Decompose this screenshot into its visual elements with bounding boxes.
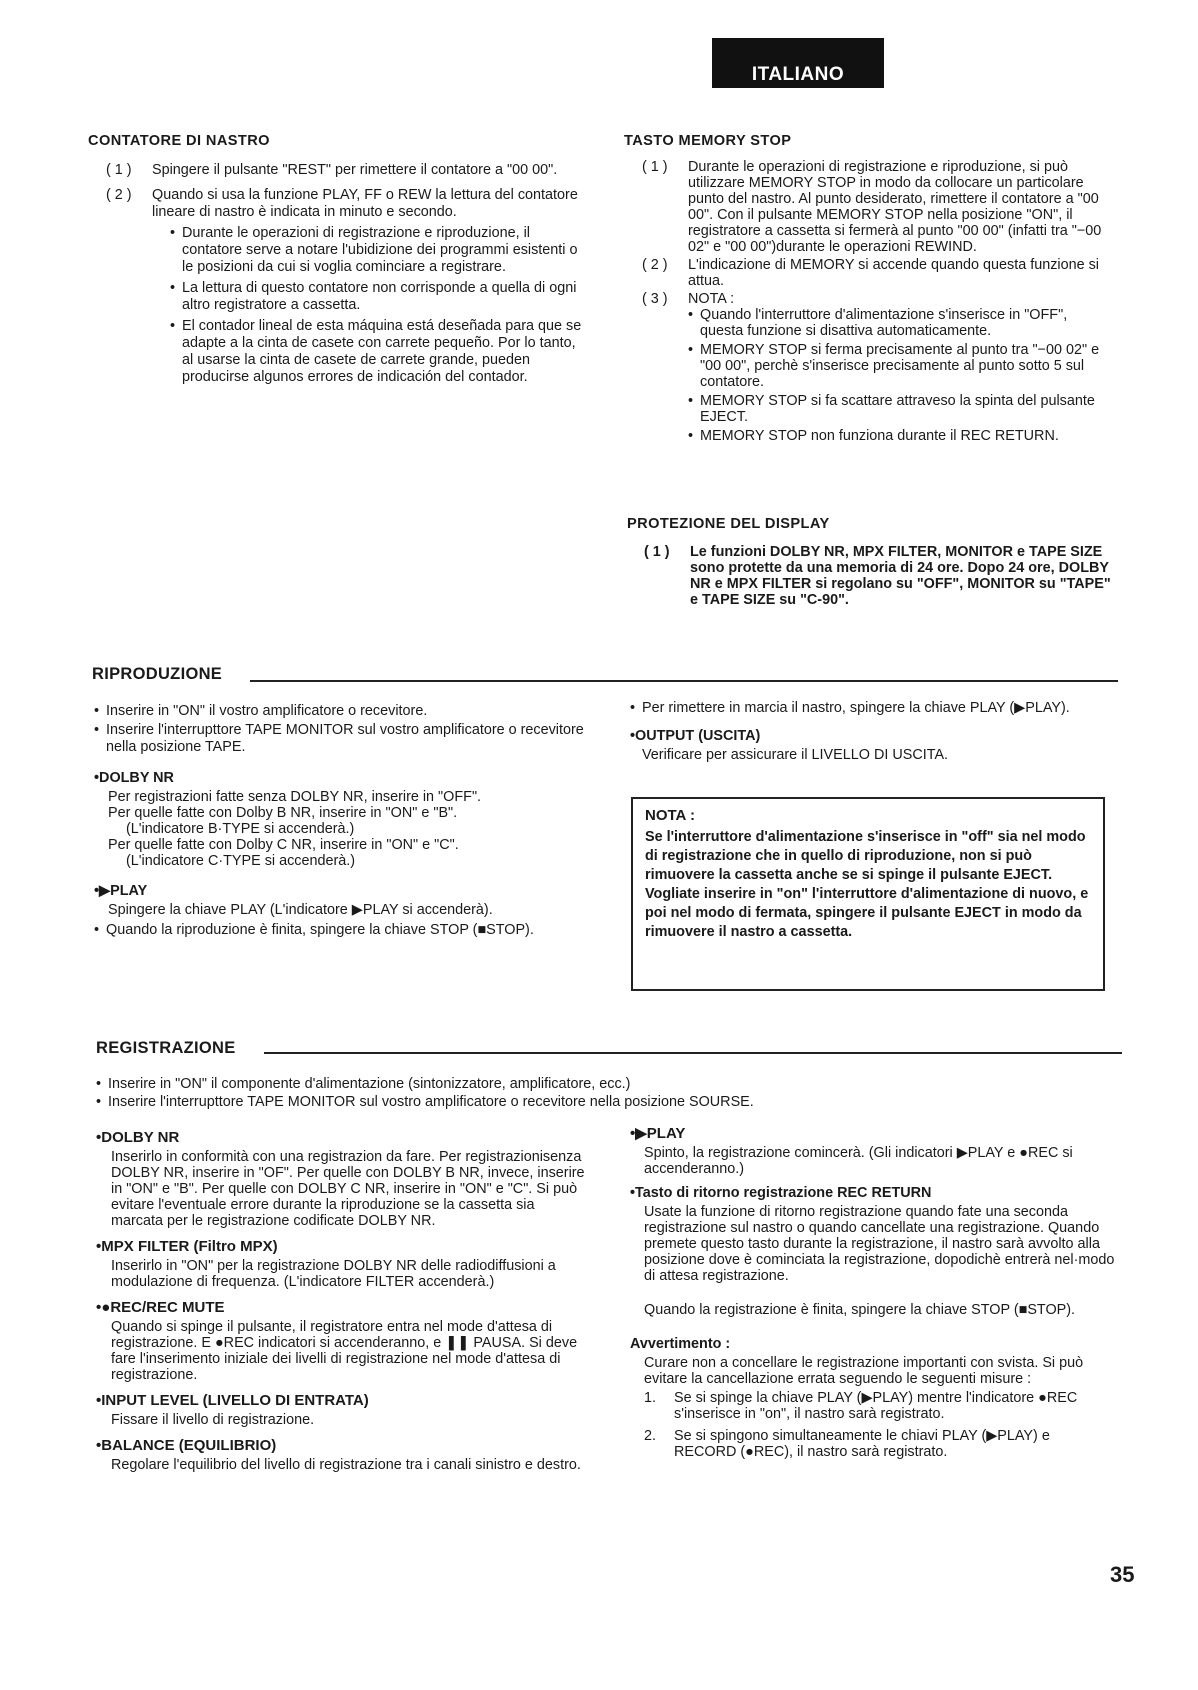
dolby-title-text: DOLBY NR [101, 1129, 180, 1146]
dolby-title: •DOLBY NR [94, 770, 174, 786]
contatore-title: CONTATORE DI NASTRO [88, 133, 270, 149]
item-number: ( 3 ) [642, 291, 668, 307]
warning-title: Avvertimento : [630, 1336, 731, 1352]
bullet-text: Quando la riproduzione è finita, spingere la chiave STOP (■STOP). [106, 922, 534, 938]
bullet-item: • El contador lineal de esta máquina está deseñada para que se adapte a la cinta de casete con carrete pequeño. Por lo tanto, al usarse la cinta de casete de carrete grande, pueden producirse algunos errores de indicación del contador. [170, 318, 584, 386]
memory-stop-title: TASTO MEMORY STOP [624, 133, 792, 149]
bullet-text: Inserire in "ON" il componente d'alimentazione (sintonizzatore, amplificatore, ecc.) [108, 1076, 631, 1092]
balance-text: Regolare l'equilibrio del livello di registrazione tra i canali sinistro e destro. [111, 1457, 581, 1473]
rec-return-title-text: Tasto di ritorno registrazione REC RETURN [635, 1185, 932, 1201]
rec-return-text: Usate la funzione di ritorno registrazione quando fate una seconda registrazione sul nastro o quando cancellate una registrazione. Quando premete questo tasto durante la registrazione, il nastro sarà avvolto alla posizione dove è cominciata la registrazione, dopodichè entrerà nel·modo di attesa registrazione. [644, 1204, 1115, 1284]
output-text: Verificare per assicurare il LIVELLO DI USCITA. [642, 747, 949, 763]
balance-title: •BALANCE (EQUILIBRIO) [96, 1437, 277, 1454]
dolby-title-text: DOLBY NR [99, 770, 174, 786]
item-number: ( 1 ) [106, 162, 132, 178]
language-tab [712, 38, 884, 88]
bullet-text: Durante le operazioni di registrazione e riproduzione, il contatore serve a notare l'ubidizione dei programmi esistenti o le posizioni da cui si voglia cominciare a registrare. [182, 225, 578, 275]
bullet-item: • Inserire in "ON" il componente d'alimentazione (sintonizzatore, amplificatore, ecc.) [96, 1075, 1116, 1093]
stop-text: Quando la registrazione è finita, spingere la chiave STOP (■STOP). [644, 1302, 1076, 1318]
play-title-text: ▶PLAY [635, 1125, 686, 1142]
item-text: Durante le operazioni di registrazione e riproduzione, si può utilizzare MEMORY STOP in modo da collocare un particolare punto del nastro. Al punto desiderato, rimettere il contatore a "00 00". Con il pulsante MEMORY STOP nella posizione "ON", il registratore a cassetta si fermerà al punto "00 00" (infatti tra "−00 02" e "00 00")durante le operazioni REWIND. [688, 159, 1102, 255]
list-item [642, 257, 1114, 289]
riproduzione-right [630, 700, 1114, 764]
item-text: L'indicazione di MEMORY si accende quando questa funzione si attua. [688, 257, 1100, 289]
play-text: Spingere la chiave PLAY (L'indicatore ▶PLAY si accenderà). [108, 902, 493, 918]
input-level-text: Fissare il livello di registrazione. [111, 1412, 315, 1428]
play-title-text: ▶PLAY [99, 883, 148, 899]
bullet-item: • Durante le operazioni di registrazione e riproduzione, il contatore serve a notare l'ubidizione dei programmi esistenti o le posizioni da cui si voglia cominciare a registrare. [170, 225, 584, 276]
page-number: 35 [1110, 1562, 1135, 1587]
bullet-text: MEMORY STOP si fa scattare attraveso la spinta del pulsante EJECT. [700, 393, 1095, 425]
rec-title-text: ●REC/REC MUTE [101, 1299, 225, 1316]
dolby-line: (L'indicatore B·TYPE si accenderà.) [126, 821, 355, 837]
mpx-title: •MPX FILTER (Filtro MPX) [96, 1238, 278, 1255]
item-number: ( 2 ) [642, 257, 668, 273]
dolby-text: Inserirlo in conformità con una registrazion da fare. Per registrazionisenza DOLBY NR, inserire in "OF". Per quelle con DOLBY B NR, invece, inserire in "ON" e "B". Per quelle con DOLBY C NR, inserire in "ON" e "C". Si può evitare l'eventuale errore durante la riproduzione se la cassetta sia marcata per le registrazione codificate DOLBY NR. [111, 1149, 585, 1229]
bullet-text: MEMORY STOP non funziona durante il REC RETURN. [700, 428, 1059, 444]
play-title: •▶PLAY [630, 1125, 686, 1142]
protezione-section [627, 516, 1114, 612]
list-item [642, 159, 1114, 255]
item-text: Se si spingono simultaneamente le chiavi PLAY (▶PLAY) e RECORD (●REC), il nastro sarà registrato. [674, 1428, 1050, 1460]
item-text: Spingere il pulsante "REST" per rimettere il contatore a "00 00". [152, 162, 558, 178]
bullet-item: • La lettura di questo contatore non corrisponde a quella di ogni altro registratore a cassetta. [170, 280, 584, 314]
item-number: 1. [644, 1390, 657, 1406]
item-text: Quando si usa la funzione PLAY, FF o REW la lettura del contatore lineare di nastro è indicata in minuto e secondo. [152, 187, 578, 220]
riproduzione-left [94, 703, 584, 938]
warning-text: Curare non a concellare le registrazione importanti con svista. Si può evitare la cancellazione errata seguendo le seguenti misure : [644, 1355, 1084, 1387]
dolby-line: Per registrazioni fatte senza DOLBY NR, inserire in "OFF". [108, 789, 482, 805]
bullet-text: Inserire l'interrupttore TAPE MONITOR sul vostro amplificatore o recevitore nella posizione SOURSE. [108, 1094, 754, 1110]
dolby-line: Per quelle fatte con Dolby B NR, inserire in "ON" e "B". [108, 805, 458, 821]
balance-title-text: BALANCE (EQUILIBRIO) [101, 1437, 277, 1454]
bullet-text: La lettura di questo contatore non corrisponde a quella di ogni altro registratore a cassetta. [182, 280, 577, 313]
input-level-title: •INPUT LEVEL (LIVELLO DI ENTRATA) [96, 1392, 369, 1409]
mpx-text: Inserirlo in "ON" per la registrazione DOLBY NR delle radiodiffusioni a modulazione di frequenza. (L'indicatore FILTER accenderà.) [111, 1258, 556, 1290]
registrazione-intro [96, 1075, 1116, 1111]
output-title-text: OUTPUT (USCITA) [635, 728, 761, 744]
rec-text: Quando si spinge il pulsante, il registratore entra nel mode d'attesa di registrazione. E ●REC indicatori si accenderanno, e ❚❚ PAUSA. Si deve fare l'inserimento iniziale dei livelli di registrazione nel mode d'attesa di registrazione. [111, 1319, 578, 1383]
dolby-line: Per quelle fatte con Dolby C NR, inserire in "ON" e "C". [108, 837, 459, 853]
registrazione-title: REGISTRAZIONE [96, 1039, 236, 1057]
bullet-item: • MEMORY STOP si ferma precisamente al punto tra "−00 02" e "00 00", perchè s'inserisce precisamente al punto sotto 5 sul contatore. [688, 342, 1114, 390]
mpx-title-text: MPX FILTER (Filtro MPX) [101, 1238, 278, 1255]
section-divider [250, 680, 1118, 682]
bullet-item: • Inserire l'interrupttore TAPE MONITOR sul vostro amplificatore o recevitore nella posizione SOURSE. [96, 1093, 1116, 1111]
item-text: Le funzioni DOLBY NR, MPX FILTER, MONITOR e TAPE SIZE sono protette da una memoria di 24 ore. Dopo 24 ore, DOLBY NR e MPX FILTER si regolano su "OFF", MONITOR su "TAPE" e TAPE SIZE su "C-90". [690, 544, 1111, 608]
bullet-item: • Per rimettere in marcia il nastro, spingere la chiave PLAY (▶PLAY). [630, 700, 1114, 716]
play-text: Spinto, la registrazione comincerà. (Gli indicatori ▶PLAY e ●REC si accenderanno.) [644, 1145, 1073, 1177]
registrazione-right [630, 1126, 1116, 1464]
bullet-text: Inserire in "ON" il vostro amplificatore o recevitore. [106, 703, 428, 719]
bullet-item: • Quando l'interruttore d'alimentazione s'inserisce in "OFF", questa funzione si disattiva automaticamente. [688, 307, 1114, 339]
memory-stop-section [624, 133, 1114, 444]
contatore-section [88, 133, 584, 386]
list-item [644, 1428, 1116, 1460]
bullet-item: • Inserire in "ON" il vostro amplificatore o recevitore. [94, 703, 584, 720]
bullet-text: Per rimettere in marcia il nastro, spingere la chiave PLAY (▶PLAY). [642, 700, 1070, 716]
play-title: •▶PLAY [94, 883, 148, 899]
bullet-text: MEMORY STOP si ferma precisamente al punto tra "−00 02" e "00 00", perchè s'inserisce precisamente al punto sotto 5 sul contatore. [700, 342, 1100, 390]
language-tab-label: ITALIANO [751, 64, 845, 85]
bullet-item: • MEMORY STOP si fa scattare attraveso la spinta del pulsante EJECT. [688, 393, 1114, 425]
section-divider [264, 1052, 1122, 1054]
list-item [644, 1390, 1116, 1422]
list-item [106, 187, 584, 221]
note-box [631, 797, 1105, 991]
item-text: NOTA : [688, 291, 735, 307]
item-number: ( 1 ) [642, 159, 668, 175]
bullet-text: Inserire l'interrupttore TAPE MONITOR sul vostro amplificatore o recevitore nella posizione TAPE. [106, 722, 584, 755]
bullet-item: • Quando la riproduzione è finita, spingere la chiave STOP (■STOP). [94, 922, 584, 938]
protezione-title: PROTEZIONE DEL DISPLAY [627, 516, 830, 532]
list-item [642, 291, 1114, 307]
list-item [644, 544, 1114, 608]
input-level-title-text: INPUT LEVEL (LIVELLO DI ENTRATA) [101, 1392, 369, 1409]
rec-title: •●REC/REC MUTE [96, 1299, 225, 1316]
note-title: NOTA : [645, 807, 695, 824]
item-text: Se si spinge la chiave PLAY (▶PLAY) mentre l'indicatore ●REC s'inserisce in "on", il nastro sarà registrato. [674, 1390, 1078, 1422]
registrazione-left [96, 1130, 586, 1473]
dolby-line: (L'indicatore C·TYPE si accenderà.) [126, 853, 356, 869]
riproduzione-title: RIPRODUZIONE [92, 665, 223, 683]
bullet-text: Quando l'interruttore d'alimentazione s'inserisce in "OFF", questa funzione si disattiva automaticamente. [700, 307, 1068, 339]
item-number: ( 1 ) [644, 544, 670, 560]
output-title: •OUTPUT (USCITA) [630, 728, 761, 744]
bullet-item: • MEMORY STOP non funziona durante il REC RETURN. [688, 428, 1114, 444]
note-text: Se l'interruttore d'alimentazione s'inserisce in "off" sia nel modo di registrazione che in quello di riproduzione, non si può rimuovere la cassetta anche se si spinge il pulsante EJECT. Vogliate inserire in "on" l'interruttore d'alimentazione di nuovo, e poi nel modo di fermata, spingere il pulsante EJECT in modo da rimuovere il nastro a cassetta. [645, 829, 1089, 940]
bullet-item: • Inserire l'interrupttore TAPE MONITOR sul vostro amplificatore o recevitore nella posizione TAPE. [94, 722, 584, 755]
list-item [106, 162, 584, 179]
bullet-text: El contador lineal de esta máquina está deseñada para que se adapte a la cinta de casete con carrete pequeño. Por lo tanto, al usarse la cinta de casete de carrete grande, pueden producirse algunos errores de indicación del contador. [182, 318, 582, 385]
item-number: 2. [644, 1428, 657, 1444]
dolby-title: •DOLBY NR [96, 1129, 180, 1146]
item-number: ( 2 ) [106, 187, 132, 203]
rec-return-title: •Tasto di ritorno registrazione REC RETURN [630, 1185, 932, 1201]
